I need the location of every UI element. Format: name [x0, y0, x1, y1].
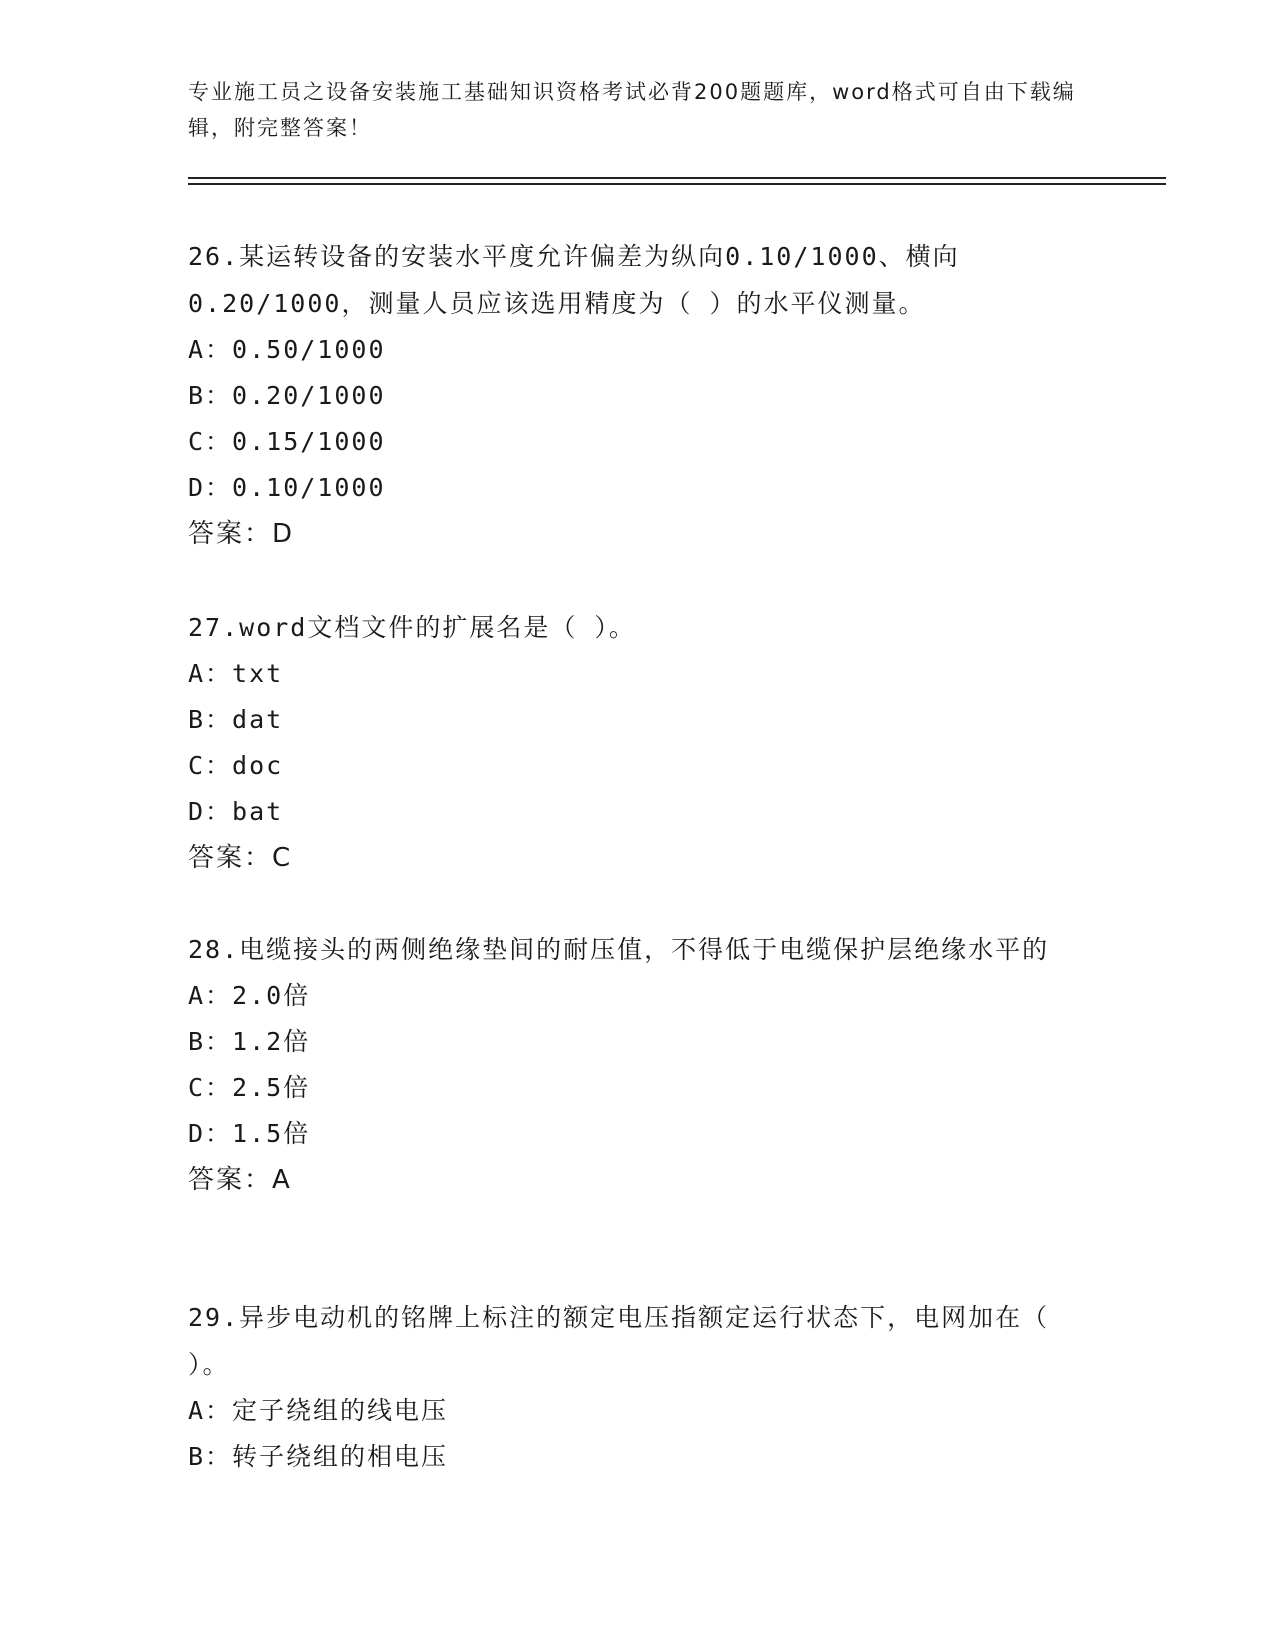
option-b: B：转子绕组的相电压	[188, 1442, 449, 1471]
question-stem: 28.电缆接头的两侧绝缘垫间的耐压值，不得低于电缆保护层绝缘水平的	[188, 935, 1050, 964]
header-divider-bottom	[188, 183, 1166, 185]
option-d: D：bat	[188, 797, 284, 826]
option-b: B：dat	[188, 705, 284, 734]
question-29	[188, 1294, 1088, 1480]
option-a: A：2.0倍	[188, 981, 311, 1010]
question-stem: 27.word文档文件的扩展名是（ ）。	[188, 613, 636, 642]
option-a: A：定子绕组的线电压	[188, 1396, 449, 1425]
question-27	[188, 604, 1088, 881]
answer-label: 答案：A	[188, 1165, 292, 1195]
option-d: D：0.10/1000	[188, 473, 386, 502]
option-c: C：2.5倍	[188, 1073, 311, 1102]
option-d: D：1.5倍	[188, 1119, 311, 1148]
option-c: C：0.15/1000	[188, 427, 386, 456]
question-stem: 26.某运转设备的安装水平度允许偏差为纵向0.10/1000、横向0.20/1000，测量人员应该选用精度为（ ）的水平仪测量。	[188, 242, 960, 318]
option-a: A：0.50/1000	[188, 335, 386, 364]
question-26	[188, 233, 1088, 557]
question-stem: 29.异步电动机的铭牌上标注的额定电压指额定运行状态下，电网加在（ ）。	[188, 1303, 1050, 1379]
option-c: C：doc	[188, 751, 284, 780]
question-28	[188, 926, 1088, 1203]
option-a: A：txt	[188, 659, 284, 688]
answer-label: 答案：D	[188, 519, 295, 549]
document-header: 专业施工员之设备安装施工基础知识资格考试必背200题题库，word格式可自由下载编辑，附完整答案！	[188, 80, 1076, 140]
option-b: B：0.20/1000	[188, 381, 386, 410]
answer-label: 答案：C	[188, 843, 293, 873]
option-b: B：1.2倍	[188, 1027, 311, 1056]
header-divider-top	[188, 177, 1166, 179]
